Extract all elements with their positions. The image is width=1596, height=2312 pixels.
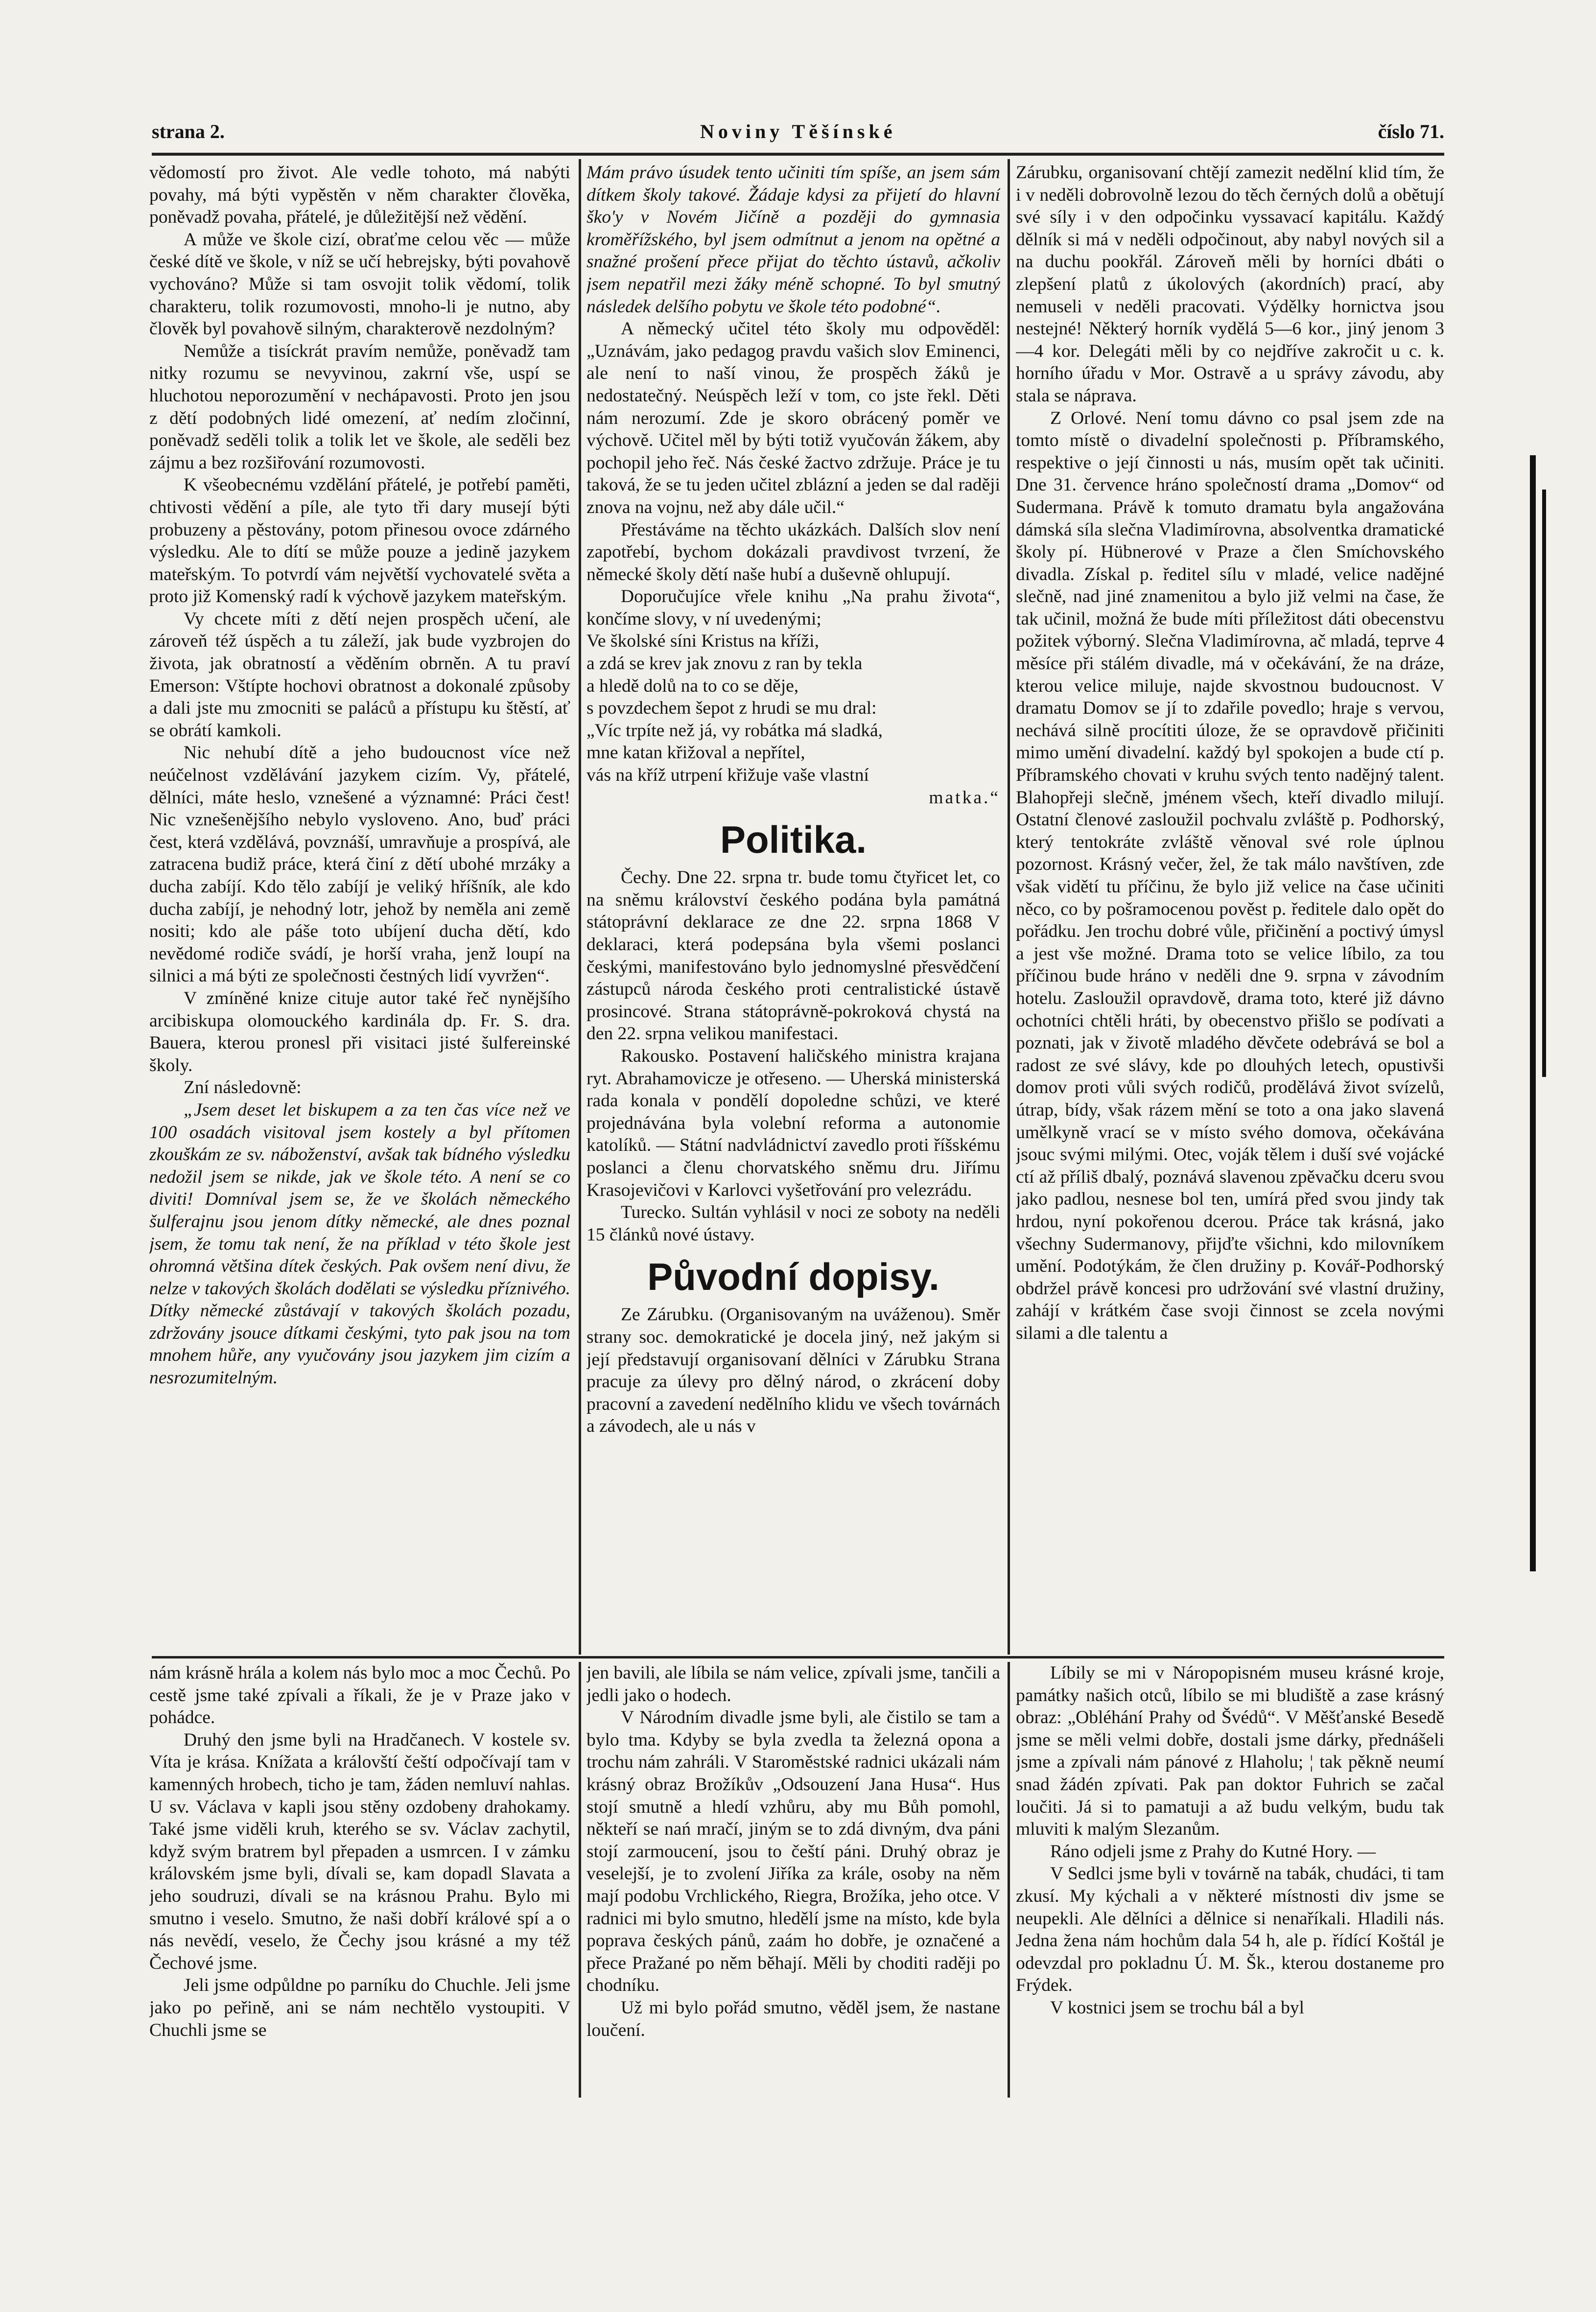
paragraph: vědomostí pro život. Ale vedle tohoto, má nabýti povahy, má býti vypěstěn v něm charakter člověka, poněvadž povaha, přátelé, je důležitější než vědění. — [149, 163, 570, 228]
article-column-3 — [1016, 162, 1444, 1652]
paragraph: Přestáváme na těchto ukázkách. Dalších slov není zapotřebí, bychom dokázali pravdivost tvrzení, že německé školy dětí naše hubí a duševně ohlupují. — [587, 519, 1000, 584]
paragraph: Vy chcete míti z dětí nejen prospěch učení, ale zároveň též úspěch a tu záleží, jak bude vyzbrojen do života, jak obratností a věděním obrněn. A tu praví Emerson: Vštípte hochovi obratnost a dokonalé způsoby a dali jste mu zmocniti se paláců a přístupu ku štěstí, ať se obrátí kamkoli. — [149, 608, 570, 741]
paragraph: Jeli jsme odpůldne po parníku do Chuchle. Jeli jsme jako po peřině, ani se nám nechtělo vystoupiti. V Chuchli jsme se — [149, 1975, 570, 2040]
section-heading: Politika. — [720, 818, 867, 862]
column-divider — [1008, 1662, 1010, 2098]
paragraph: V kostnici jsem se trochu bál a byl — [1050, 1997, 1305, 2018]
paragraph: Líbily se mi v Náropopisném museu krásné kroje, památky našich otců, líbilo se mi bludiště a zase krásný obraz: „Obléhání Prahy od Švédů“. V Měšťanské Besedě jsme se měli velmi dobře, dostali jsme dárky, přednášeli jsme a zpívali nám pánové z Hlaholu; ¦ tak pěkně neumí snad žádén zpívati. Pak pan doktor Fuhrich se začal loučiti. Já si to pamatuji a až budu velkým, budu tak mluviti k malým Slezanům. — [1016, 1663, 1444, 1840]
paragraph: Nic nehubí dítě a jeho budoucnost více než neúčelnost vzdělávání jazykem cizím. Vy, přátelé, dělníci, máte heslo, vznešené a významné: Práci čest! Nic vznešenějšího nebylo vysloveno. Ano, buď práci čest, která vzdělává, povznáší, umravňuje a prospívá, ale zatracena budiž práce, která činí z dětí ubohé mrzáky a ducha zabíjí. Kdo tělo zabíjí je veliký hříšník, ale kdo ducha zabíjí, je nehodný lotr, jehož by neměla ani země nositi; kdo ale páše toto ubíjení ducha dětí, kdo nevědomé rodiče svádí, je horší vraha, jenž loupí na silnici a má býti ze společnosti čestných lidí vyvržen“. — [149, 743, 570, 986]
column-divider — [579, 159, 581, 1655]
paragraph: V Sedlci jsme byli v továrně na tabák, chudáci, ti tam zkusí. My kýchali a v některé místnosti div jsme se neupekli. Ale dělníci a dělnice si nenaříkali. Hladili nás. Jedna žena nám hochům dala 54 h, ale p. řídící Koštál je odevzdal pro pokladnu Ú. M. Šk., kterou dostaneme pro Frýdek. — [1016, 1864, 1444, 1996]
page-number: strana 2. — [152, 120, 225, 142]
paragraph: V zmíněné knize cituje autor také řeč nynějšího arcibiskupa olomouckého kardinála dp. Fr. S. dra. Bauera, kterou pronesl při visitaci jisté šulfereinské školy. — [149, 988, 570, 1075]
paragraph: V Národním divadle jsme byli, ale čistilo se tam a bylo tma. Kdyby se byla zvedla ta železná opona a trochu nám zahráli. V Staroměstské radnici ukázali nám krásný obraz Brožíkův „Odsouzení Jana Husa“. Hus stojí smutně a hledí vzhůru, aby mu Bůh pomohl, někteří se nań mračí, jiným se to zdá divným, dva páni stojí zarmoucení, jsou to čeští páni. Druhý obraz je veselejší, je to zvolení Jiříka za krále, osoby na něm mají podobu Vrchlického, Riegra, Brožíka, jeho otce. V radnici mi bylo smutno, hledělí jsme na místo, kde byla poprava českých pánů, zaám ho dobře, je označené a přece Pražané po něm běhají. Měli by choditi raději po chodníku. — [587, 1707, 1000, 1996]
paragraph: Už mi bylo pořád smutno, věděl jsem, že nastane loučení. — [587, 1997, 1000, 2040]
paragraph: „Víc trpíte než já, vy robátka má sladká, — [587, 720, 883, 741]
paragraph: Z Orlové. Není tomu dávno co psal jsem zde na tomto místě o divadelní společnosti p. Příbramského, respektive o její činnosti u nás, musím opět tak učiniti. Dne 31. července hráno společností drama „Domov“ od Sudermana. Právě k tomuto dramatu byla angažována dámská síla slečna Vladimírovna, absolventka dramatické školy pí. Hübnerové v Praze a člen Smíchovského divadla. Získal p. ředitel sílu v mladé, velice nadějné slečně, nad jiné znamenitou a bylo již velmi na čase, že tak učinil, možná že bude míti příležitost dáti obecenstvu požitek výborný. Slečna Vladimírovna, ač mladá, teprve 4 měsíce při stálém divadle, má v očekávání, že na dráze, kterou velice miluje, najde skvostnou budoucnost. V dramatu Domov se jí to zdařile povedlo; hraje s vervou, nechává silně procítiti úloze, že se opravdově přičiniti mimo umění divadelní. každý byl spokojen a bude ctí p. Příbramského chovati v kruhu svých tento nadějný talent. Blahopřeji slečně, jménem všech, kteří divadlo milují. Ostatní členové zasloužil pochvalu zvláště p. Podhorský, který tentokráte zvláště věnoval své role úplnou pozornost. Krásný večer, žel, že tak málo navštíven, zde však vidětí tu příčinu, že bylo již velice na čase učiniti něco, co by pošramocenou pověst p. ředitele dalo opět do pořádku. Jen trochu dobré vůle, přičinění a poctivý úmysl a jest vše možné. Drama toto se velice líbilo, za tou příčinou bude hráno v neděli dne 9. srpna v závodním hotelu. Zasloužil opravdově, drama toto, které již dávno ochotníci chtěli hráti, by obecenstvo přišlo se podívati a poznati, jak v životě mladého děvčete odebrává se bol a radost ze své slávy, kde po dlouhých letech, opustivši domov proti vůli svých rodičů, prodělává život svízelů, útrap, bídy, však rázem mění se toto a ona jako slavená umělkyně vrací se v místo svého domova, očekávána jsouc svými milými. Otec, voják tělem i duší své vojácké ctí až příliš dbalý, poznává slavenou zpěvačku dceru svou jako padlou, nesnese bol ten, umírá před svou jindy tak hrdou, nyní pokořenou dcerou. Práce tak krásná, jako všechny Sudermanovy, přijďte všichni, kdo milovníkem umění. Podotýkám, že člen družiny p. Kovář-Podhorský obdržel právě koncesi pro udržování své vlastní družiny, zahájí v krátkém čase svoji činnost se zcela novými silami a dle talentu a — [1016, 408, 1444, 1343]
section-rule — [152, 1656, 1444, 1658]
paragraph: Turecko. Sultán vyhlásil v noci ze soboty na neděli 15 článků nové ústavy. — [587, 1202, 1000, 1245]
issue-number: číslo 71. — [1378, 120, 1444, 142]
column-divider — [1008, 159, 1010, 1655]
paragraph: matka.“ — [929, 787, 1000, 808]
paragraph: a zdá se krev jak znovu z ran by tekla — [587, 654, 863, 674]
column-divider — [579, 1662, 581, 2098]
article-column-2 — [587, 162, 1000, 1652]
page-header — [152, 120, 1444, 149]
newspaper-title: Noviny Těšínské — [700, 120, 896, 142]
article-column-1 — [149, 162, 570, 1652]
paragraph: Ráno odjeli jsme z Prahy do Kutné Hory. — — [1050, 1841, 1376, 1862]
paragraph: „Jsem deset let biskupem a za ten čas více než ve 100 osadách visitoval jsem kostely a byl přítomen zkouškám ze sv. náboženství, avšak tak bídného výsledku nedožil jsem se nikde, jak ve škole této. A není se co diviti! Domníval jsem se, že ve školách německého šulferajnu jsou jenom dítky německé, ale dnes poznal jsem, že tomu tak není, že na příklad v této škole jest ohromná většina dítek českých. Pak ovšem není divu, že nelze v takových školách dodělati se výsledku příznivého. Dítky německé zůstávají v takových školách pozadu, zdržovány jsouce dítkami českými, tyto pak jsou na tom mnohem hůře, any vyučovány jsou jazykem jim cizím a nesrozumitelným. — [149, 1099, 570, 1388]
paragraph: a hledě dolů na to co se děje, — [587, 676, 799, 696]
paragraph: Druhý den jsme byli na Hradčanech. V kostele sv. Víta je krása. Knížata a královští čeští odpočívají tam v kamenných hrobech, ticho je tam, žáden nemluví nahlas. U sv. Václava v kapli jsou stěny ozdobeny drahokamy. Také jsme viděli kruh, kterého se sv. Václav zachytil, když svým bratrem byl přepaden a usmrcen. I v zámku královském jsme byli, dívali se, kam dopadl Slavata a jeho soudruzi, dívali se na krásnou Prahu. Bylo mi smutno i veselo. Smutno, že naši dobří králové spí a o nás nevědí, veselo, že Čechy jsou krásné a my též Čechové jsme. — [149, 1729, 570, 1973]
paragraph: nám krásně hrála a kolem nás bylo moc a moc Čechů. Po cestě jsme také zpívali a říkali, že je v Praze jako v pohádce. — [149, 1663, 570, 1728]
section-heading: Původní dopisy. — [647, 1255, 939, 1299]
paragraph: vás na kříž utrpení křižuje vaše vlastní — [587, 765, 869, 786]
paragraph: Zárubku, organisovaní chtějí zamezit nedělní klid tím, že i v neděli dobrovolně lezou do těch černých dolů a obětují své síly i v den odpočinku vyssavací kapitálu. Každý dělník si má v neděli odpočinout, aby nabyl nových sil a na duchu pookřál. Zároveň měli by horníci dbáti o zlepšení platů z úkolových (akordních) prací, aby nemuseli v neděli pracovati. Výdělky hornictva jsou nestejné! Některý horník vydělá 5—6 kor., jiný jenom 3—4 kor. Delegáti měli by co nejdříve zakročit u c. k. horního úřadu v Mor. Ostravě a u správy závodu, aby stala se náprava. — [1016, 163, 1444, 406]
paragraph: mne katan křižoval a nepřítel, — [587, 743, 805, 763]
paragraph: Zní následovně: — [184, 1077, 302, 1098]
paragraph: Mám právo úsudek tento učiniti tím spíše, an jsem sám dítkem školy takové. Žádaje kdysi za přijetí do hlavní ško'y v Novém Jičíně a později do gymnasia kroměřížského, byl jsem odmítnut a jenom na opětné a snažné prošení přece přijat do těchto ústavů, ačkoliv jsem nepatřil mezi žáky méně schopné. To byl smutný následek delšího pobytu ve škole této podobné“. — [587, 163, 1000, 317]
lower-column-1 — [149, 1662, 570, 2098]
paragraph: jen bavili, ale líbila se nám velice, zpívali jsme, tančili a jedli jako o hodech. — [587, 1663, 1000, 1705]
lower-column-3 — [1016, 1662, 1444, 2098]
paragraph: Nemůže a tisíckrát pravím nemůže, poněvadž tam nitky rozumu se nevyvinou, zakrní vše, uspí se hluchotou neporozumění v nechápavosti. Proto jen jsou z dětí podobných lidé omezení, ať nedím zločinní, poněvadž seděli tolik a tolik let ve škole, ale seděli bez zájmu a bez rozšiřování rozumovosti. — [149, 341, 570, 473]
paragraph: Ze Zárubku. (Organisovaným na uváženou). Směr strany soc. demokratické je docela jiný, než jakým si její představují organisovaní dělníci v Zárubku Strana pracuje za úlevy pro dělný národ, o zkrácení doby pracovní a zavedení nedělního klidu ve všech továrnách a závodech, ale u nás v — [587, 1305, 1000, 1437]
lower-column-2 — [587, 1662, 1000, 2098]
paragraph: K všeobecnému vzdělání přátelé, je potřebí paměti, chtivosti vědění a píle, ale tyto tři dary musejí býti probuzeny a pěstovány, potom přinesou ovoce zdárného výsledku. Ale to dítí se může pouze a jedině jazykem mateřským. To potvrdí vám největší vychovatelé světa a proto již Komenský radí k výchově jazykem mateřským. — [149, 475, 570, 607]
paragraph: s povzdechem šepot z hrudi se mu dral: — [587, 698, 877, 719]
margin-line — [1530, 455, 1536, 1571]
paragraph: Doporučujíce vřele knihu „Na prahu života“, končíme slovy, v ní uvedenými; — [587, 586, 1000, 629]
header-rule — [152, 153, 1444, 156]
paragraph: A může ve škole cizí, obraťme celou věc — může české dítě ve škole, v níž se učí hebrejsky, býti povahově vychováno? Může si tam osvojit tolik vědomí, tolik charakteru, tolik rozumovosti, mnoho-li je nutno, aby člověk byl povahově silným, charakterově nezdolným? — [149, 229, 570, 339]
paragraph: A německý učitel této školy mu odpověděl: „Uznávám, jako pedagog pravdu vašich slov Eminenci, ale není to naší vinou, že prospěch žáků je nedostatečný. Neúspěch leží v tom, co jste řekl. Děti nám nerozumí. Zde je skoro obrácený poměr ve výchově. Učitel měl by býti totiž vyučován žákem, aby pochopil jeho řeč. Nás české žactvo zdržuje. Práce je tu taková, že se tu jeden učitel zblázní a jeden se dal raději znova na vojnu, než aby dále učil.“ — [587, 319, 1000, 517]
paragraph: Ve školské síni Kristus na kříži, — [587, 631, 819, 652]
paragraph: Čechy. Dne 22. srpna tr. bude tomu čtyřicet let, co na sněmu království českého podána byla památná státoprávní deklarace ze dne 22. srpna 1868 V deklaraci, která podepsána byla všemi poslanci českými, manifestováno bylo jednomyslné přesvědčení zástupců národa českého proti centralistické ústavě prosincové. Strana státoprávně-pokroková chystá na den 22. srpna velikou manifestaci. — [587, 867, 1000, 1044]
margin-line — [1542, 490, 1546, 1077]
paragraph: Rakousko. Postavení haličského ministra krajana ryt. Abrahamovicze je otřeseno. — Uherská ministerská rada konala v pondělí dopoledne schůzi, ve které projednávána byla volební reforma a autonomie katolíků. — Státní nadvládnictví zavedlo proti říšskému poslanci a členu chorvatského sněmu dru. Jiřímu Krasojevičovi v Karlovci vyšetřování pro velezrádu. — [587, 1046, 1000, 1200]
